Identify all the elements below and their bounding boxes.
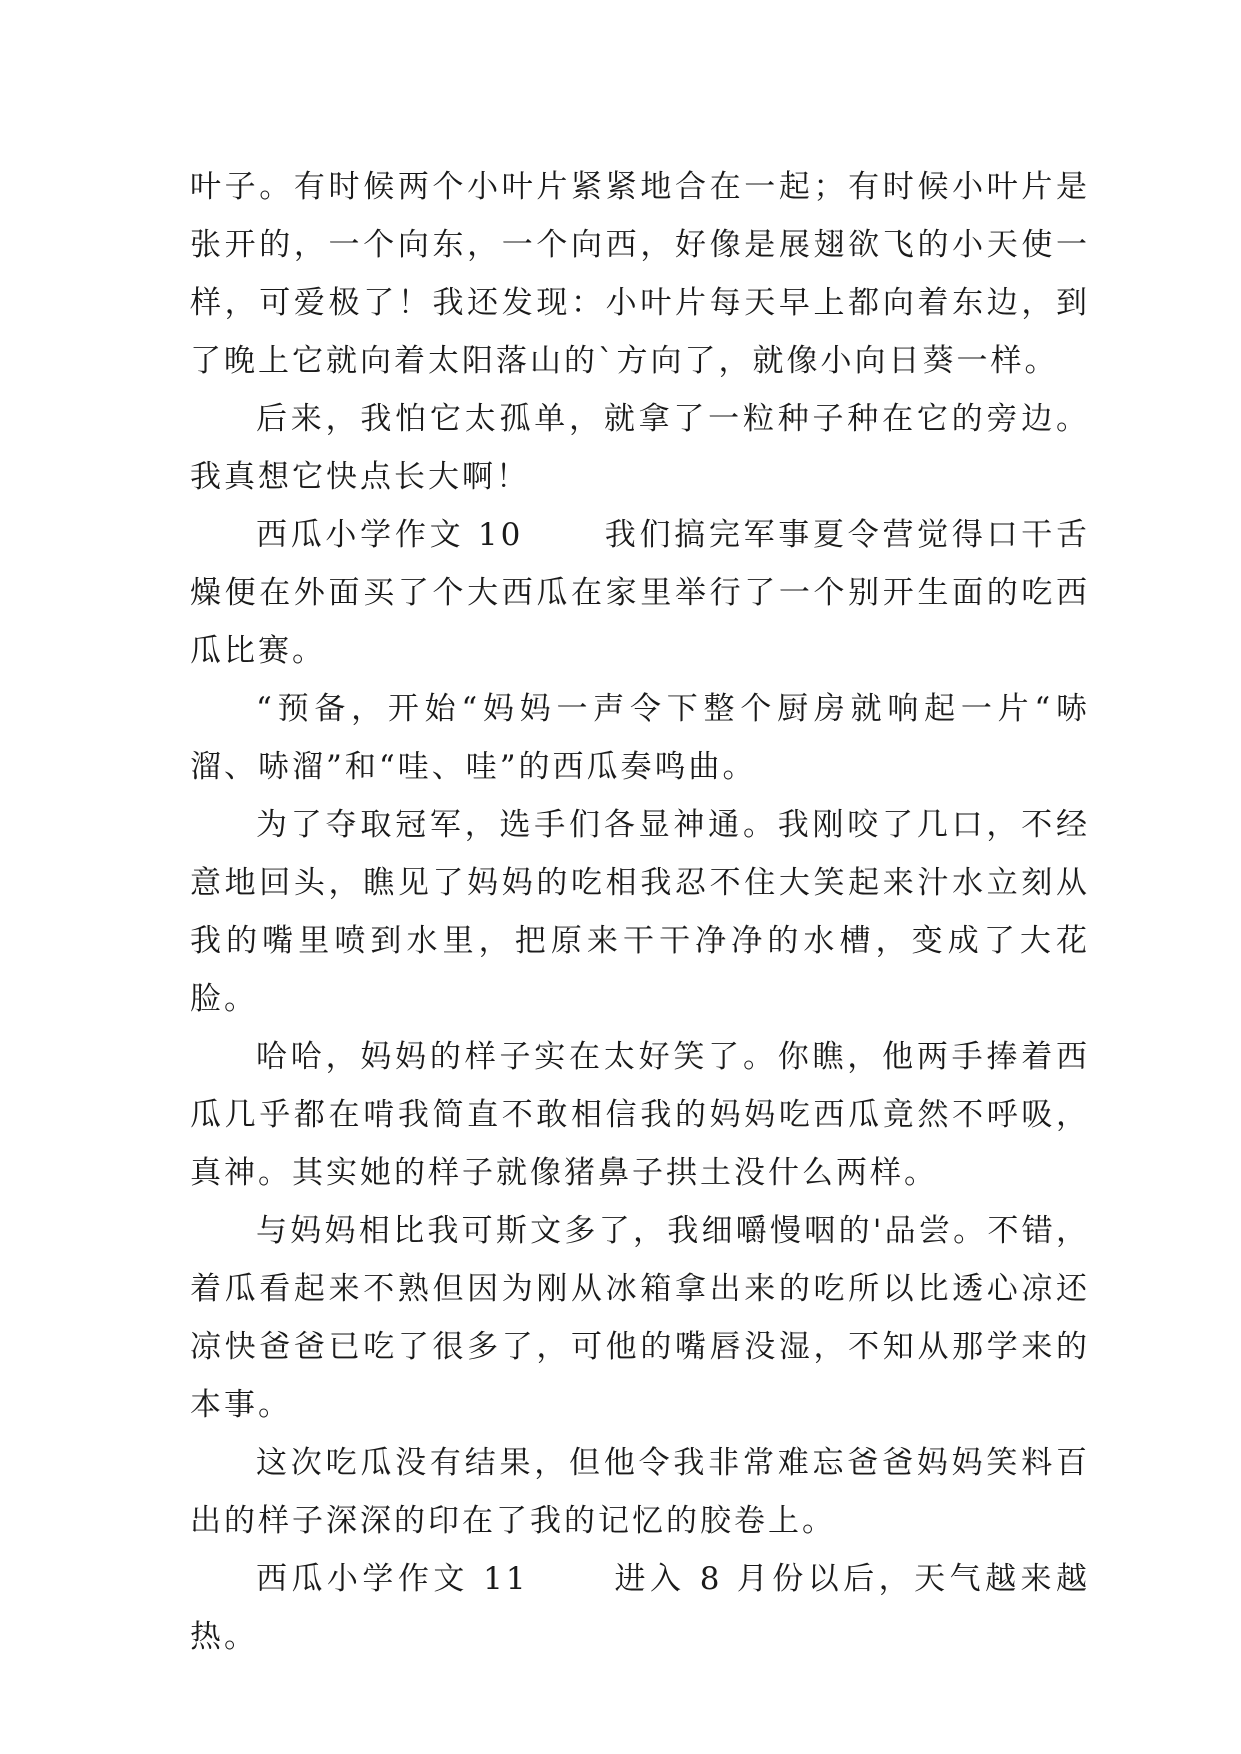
document-body bbox=[190, 158, 1090, 1666]
paragraph-text: “预备，开始“妈妈一声令下整个厨房就响起一片“哧溜、哧溜”和“哇、哇”的西瓜奏鸣曲。 bbox=[190, 691, 1090, 785]
paragraph-9 bbox=[190, 1550, 1090, 1666]
paragraph-text: 我们搞完军事夏令营觉得口干舌燥便在外面买了个大西瓜在家里举行了一个别开生面的吃西瓜比赛。 bbox=[190, 517, 1091, 669]
essay-heading-11: 西瓜小学作文 11 bbox=[256, 1561, 529, 1597]
paragraph-text: 为了夺取冠军，选手们各显神通。我刚咬了几口，不经意地回头，瞧见了妈妈的吃相我忍不住大笑起来汁水立刻从我的嘴里喷到水里，把原来干干净净的水槽，变成了大花脸。 bbox=[190, 807, 1090, 1017]
paragraph-4 bbox=[190, 680, 1090, 796]
paragraph-text: 这次吃瓜没有结果，但他令我非常难忘爸爸妈妈笑料百出的样子深深的印在了我的记忆的胶卷上。 bbox=[190, 1445, 1090, 1539]
essay-heading-10: 西瓜小学作文 10 bbox=[256, 517, 524, 553]
paragraph-7 bbox=[190, 1202, 1090, 1434]
paragraph-text: 与妈妈相比我可斯文多了，我细嚼慢咽的'品尝。不错，着瓜看起来不熟但因为刚从冰箱拿出来的吃所以比透心凉还凉快爸爸已吃了很多了，可他的嘴唇没湿，不知从那学来的本事。 bbox=[190, 1213, 1090, 1423]
paragraph-3 bbox=[190, 506, 1090, 680]
paragraph-text: 哈哈，妈妈的样子实在太好笑了。你瞧，他两手捧着西瓜几乎都在啃我简直不敢相信我的妈妈吃西瓜竟然不呼吸，真神。其实她的样子就像猪鼻子拱土没什么两样。 bbox=[190, 1039, 1090, 1191]
paragraph-text: 进入 8 月份以后，天气越来越热。 bbox=[190, 1561, 1091, 1655]
paragraph-8 bbox=[190, 1434, 1090, 1550]
paragraph-text: 叶子。有时候两个小叶片紧紧地合在一起；有时候小叶片是张开的，一个向东，一个向西，好像是展翅欲飞的小天使一样，可爱极了！我还发现：小叶片每天早上都向着东边，到了晚上它就向着太阳落山的`方向了，就像小向日葵一样。 bbox=[190, 169, 1090, 379]
paragraph-5 bbox=[190, 796, 1090, 1028]
paragraph-2 bbox=[190, 390, 1090, 506]
paragraph-6 bbox=[190, 1028, 1090, 1202]
paragraph-text: 后来，我怕它太孤单，就拿了一粒种子种在它的旁边。我真想它快点长大啊！ bbox=[190, 401, 1090, 495]
paragraph-1 bbox=[190, 158, 1090, 390]
